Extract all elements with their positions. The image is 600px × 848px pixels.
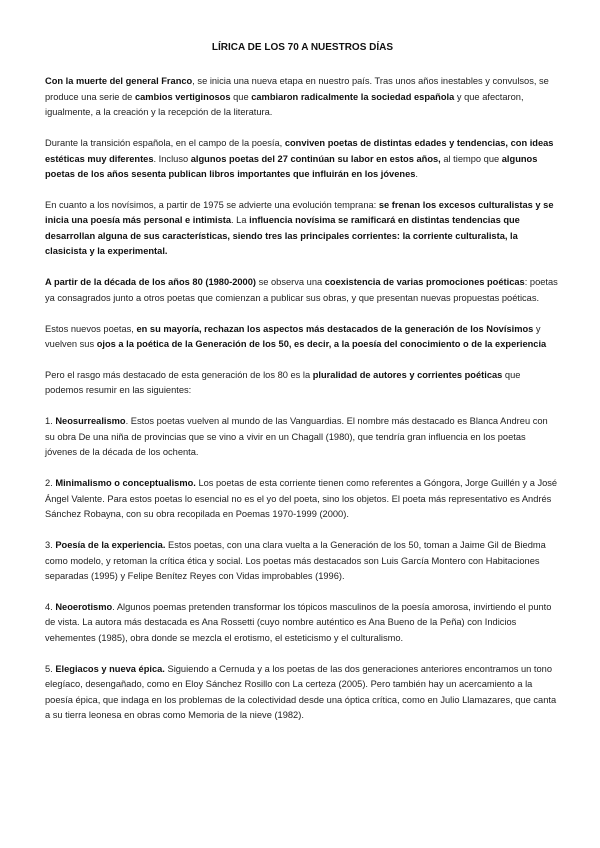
paragraph <box>45 322 560 353</box>
text-run: que podemos resumir en las siguientes: <box>45 370 521 396</box>
text-run: Siguiendo a Cernuda y a los poetas de las dos generaciones anteriores encontramos un tono elegíaco, desengañado, como en Eloy Sánchez Rosillo con La certeza (2005). Pero también hay un acercamiento a la poesía épica, que indaga en los problemas de la colectividad desde una óptica crítica, como en Julio Llamazares, que canta a su tierra leonesa en obras como Memoria de la nieve (1982). <box>45 663 557 720</box>
bold-text: algunos poetas del 27 continúan su labor en estos años, <box>190 153 441 164</box>
bold-text: influencia novísima se ramificará en distintas tendencias que desarrollan alguna de sus características, siendo tres las principales corrientes: la corriente culturalista, la clasicista y la experimental. <box>45 215 520 257</box>
text-run: . Algunos poemas pretenden transformar los tópicos masculinos de la poesía amorosa, invirtiendo el punto de vista. La autora más destacada es Ana Rossetti (cuyo nombre auténtico es Ana Bueno de la Peña) con Indicios vehementes (1985), obra donde se mezcla el erotismo, el esteticismo y el culturalismo. <box>45 601 552 643</box>
text-run: 1. <box>45 416 56 427</box>
paragraph <box>45 275 560 306</box>
bold-text: pluralidad de autores y corrientes poéticas <box>312 370 503 381</box>
paragraph <box>45 368 560 399</box>
text-run: 3. <box>45 540 56 551</box>
bold-text: Con la muerte del general Franco <box>45 76 193 87</box>
text-run: , se inicia una nueva etapa en nuestro país. Tras unos años inestables y convulsos, se produce una serie de <box>45 76 549 102</box>
text-run: En cuanto a los novísimos, a partir de 1975 se advierte una evolución temprana: <box>45 200 379 211</box>
text-run: 5. <box>45 663 56 674</box>
text-run: y que afectaron, igualmente, a la creación y la recepción de la literatura. <box>45 91 524 118</box>
bold-text: Elegiacos y nueva épica. <box>55 663 165 674</box>
text-run: . Incluso <box>153 153 191 164</box>
bold-text: A partir de la década de los años 80 (1980-2000) <box>45 277 256 288</box>
paragraph <box>45 538 560 584</box>
paragraph <box>45 74 560 120</box>
text-run: 2. <box>45 478 56 489</box>
bold-text: coexistencia de varias promociones poéticas <box>324 277 525 288</box>
text-run: . <box>415 169 419 180</box>
text-run: Los poetas de esta corriente tienen como referentes a Góngora, Jorge Guillén y a José Ángel Valente. Para estos poetas lo esencial no es el yo del poeta, sino los objetos. El poeta más representativo es Andrés Sánchez Robayna, con su obra recopilada en Poemas 1970-1999 (2000). <box>45 478 558 520</box>
page-title: LÍRICA DE LOS 70 A NUESTROS DÍAS <box>211 42 394 53</box>
text-run: . La <box>231 215 250 226</box>
bold-text: en su mayoría, rechazan los aspectos más destacados de la generación de los Novísimos <box>136 323 534 334</box>
text-run: . Estos poetas vuelven al mundo de las Vanguardias. El nombre más destacado es Blanca Andreu con su obra De una niña de provincias que se vino a vivir en un Chagall (1980), que tendría gran influencia en los poetas jóvenes de la década de los ochenta. <box>45 416 548 458</box>
bold-text: Neoerotismo <box>55 601 113 612</box>
text-run: Pero el rasgo más destacado de esta generación de los 80 es la <box>45 370 313 381</box>
paragraph <box>45 476 560 522</box>
bold-text: se frenan los excesos culturalistas y se inicia una poesía más personal e intimista <box>45 200 554 226</box>
bold-text: ojos a la poética de la Generación de los 50, es decir, a la poesía del conocimiento o de la experiencia <box>96 339 547 350</box>
bold-text: Minimalismo o conceptualismo. <box>55 478 196 489</box>
text-run: Estos poetas, con una clara vuelta a la Generación de los 50, toman a Jaime Gil de Biedma como modelo, y retoman la crítica ética y social. Los poetas más destacados son Luis García Montero con Habitaciones separadas (1995) y Felipe Benítez Reyes con Vidas improbables (1996). <box>45 540 546 581</box>
paragraph <box>45 136 560 182</box>
document-body <box>45 74 560 723</box>
text-run: y vuelven sus <box>45 323 541 350</box>
bold-text: conviven poetas de distintas edades y tendencias, con ideas estéticas muy diferentes <box>45 138 554 164</box>
text-run: Durante la transición española, en el campo de la poesía, <box>45 138 285 149</box>
paragraph <box>45 414 560 460</box>
text-run: al tiempo que <box>440 153 502 164</box>
bold-text: cambios vertiginosos <box>134 91 231 102</box>
bold-text: algunos poetas de los años sesenta publican libros importantes que influirán en los jóvenes <box>45 153 538 180</box>
text-run: Estos nuevos poetas, <box>45 323 137 334</box>
bold-text: Poesía de la experiencia. <box>55 540 166 551</box>
text-run: se observa una <box>256 277 325 288</box>
paragraph <box>45 600 560 646</box>
text-run: que <box>230 91 252 102</box>
paragraph <box>45 662 560 724</box>
bold-text: cambiaron radicalmente la sociedad española <box>251 91 455 102</box>
bold-text: Neosurrealismo <box>55 416 126 427</box>
text-run: : poetas ya consagrados junto a otros poetas que comienzan a publicar sus obras, y que presentan nuevas propuestas poéticas. <box>45 277 558 303</box>
paragraph <box>45 198 560 260</box>
text-run: 4. <box>45 601 56 612</box>
